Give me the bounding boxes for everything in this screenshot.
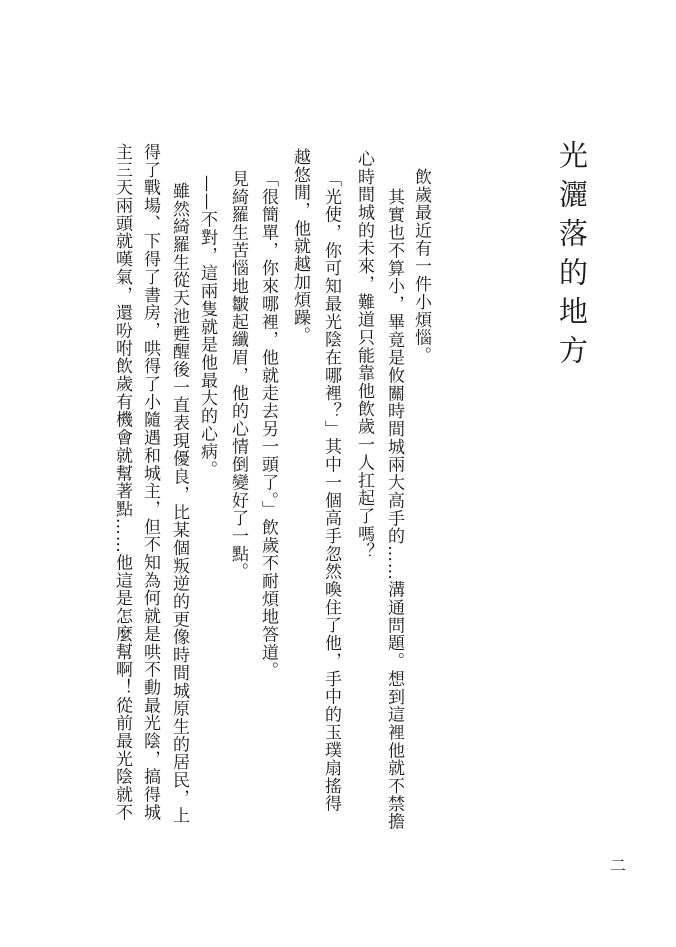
text-column: 飲歲最近有一件小煩惱。 <box>411 168 431 365</box>
text-column: 「光使，你可知最光陰在哪裡？」其中一個高手忽然喚住了他，手中的玉璞扇搖得 <box>321 170 341 813</box>
page-number: 二 <box>609 856 626 875</box>
text-column: 心時間城的未來，難道只能靠他飲歲一人扛起了嗎？ <box>354 150 374 561</box>
text-column: 見綺羅生苦惱地皺起纖眉，他的心情倒變好了一點。 <box>228 170 248 581</box>
text-column: 越悠閒，他就越加煩躁。 <box>290 148 310 345</box>
chapter-title: 光灑落的地方 <box>555 140 589 374</box>
text-column: 得了戰場、下得了書房，哄得了小隨遇和城主，但不知為何就是哄不動最光陰，搞得城 <box>140 143 160 822</box>
text-column: 其實也不算小，畢竟是攸關時間城兩大高手的……溝通問題。想到這裡他就不禁擔 <box>384 188 404 831</box>
text-column: ——不對，這兩隻就是他最大的心病。 <box>197 175 217 479</box>
text-column: 「很簡單，你來哪裡，他就走去另一頭了。」飲歲不耐煩地答道。 <box>258 170 278 680</box>
text-column: 主三天兩頭就嘆氣，還吩咐飲歲有機會就幫著點……他這是怎麼幫啊！從前最光陰就不 <box>112 143 132 822</box>
text-column: 雖然綺羅生從天池甦醒後一直表現優良，比某個叛逆的更像時間城原生的居民，上 <box>169 182 189 825</box>
